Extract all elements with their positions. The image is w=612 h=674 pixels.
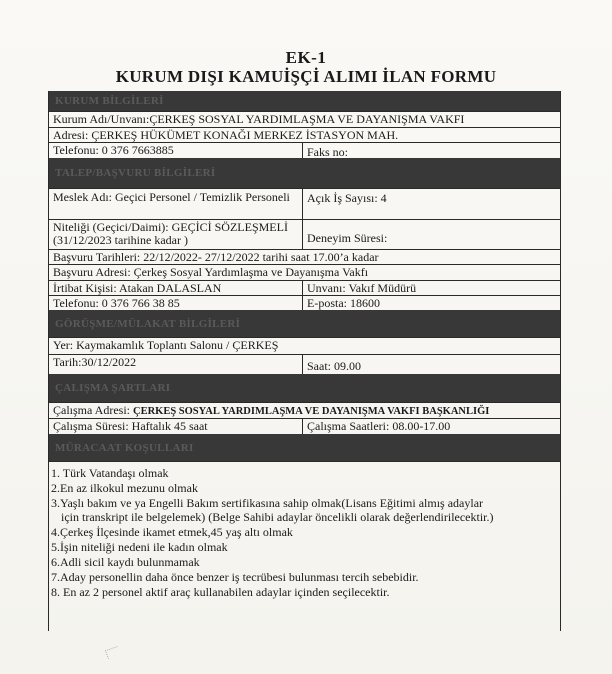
list-item: 6.Adli sicil kaydı bulunmamak: [51, 555, 200, 569]
gorusme-tarih: Tarih:30/12/2022: [49, 355, 303, 374]
kurum-fax: Faks no:: [307, 145, 349, 159]
basvuru-tarih-row: [49, 249, 560, 264]
calisma-adres-label: Çalışma Adresi:: [53, 403, 133, 417]
list-item: 7.Aday personellin daha önce benzer iş tecrübesi bulunması tercih sebebidir.: [51, 570, 419, 584]
section-talep-header: TALEP/BAŞVURU BİLGİLERİ: [49, 158, 560, 188]
list-item: 2.En az ilkokul mezunu olmak: [51, 481, 198, 495]
kurum-address-row: [49, 127, 560, 142]
kurum-address: Adresi: ÇERKEŞ HÜKÜMET KONAĞI MERKEZ İSTASYON MAH.: [53, 128, 399, 142]
list-item: 5.İşin niteliği nedeni ile kadın olmak: [51, 540, 228, 554]
list-item: 4.Çerkeş İlçesinde ikamet etmek,45 yaş altı olmak: [51, 525, 293, 539]
kurum-phone-row: [49, 142, 560, 158]
annex-label: EK-1: [285, 48, 327, 67]
irtibat-kisisi: İrtibat Kişisi: Atakan DALASLAN: [49, 281, 303, 295]
kurum-name: Kurum Adı/Unvanı:ÇERKEŞ SOSYAL YARDIMLAŞMA VE DAYANIŞMA VAKFI: [53, 112, 465, 126]
list-item: 1. Türk Vatandaşı olmak: [51, 466, 169, 480]
section-muracaat-header: MÜRACAAT KOŞULLARI: [49, 434, 560, 461]
list-item: 3.Yaşlı bakım ve ya Engelli Bakım sertifikasına sahip olmak(Lisans Eğitimi almış adaylar: [51, 496, 484, 510]
basvuru-tarihleri: Başvuru Tarihleri: 22/12/2022- 27/12/2022 tarihi saat 17.00’a kadar: [53, 250, 379, 264]
calisma-adres-value: ÇERKEŞ SOSYAL YARDIMLAŞMA VE DAYANIŞMA VAKFI BAŞKANLIĞI: [133, 406, 490, 417]
calisma-suresi: Çalışma Süresi: Haftalık 45 saat: [49, 419, 303, 434]
nitelik-row: [49, 219, 560, 249]
announcement-form: [48, 91, 561, 631]
gorusme-yer-row: [49, 337, 560, 354]
calisma-saatleri: Çalışma Saatleri: 08.00-17.00: [307, 419, 451, 433]
kurum-phone: Telefonu: 0 376 7663885: [49, 143, 303, 158]
calisma-adresi: [49, 403, 560, 418]
basvuru-adresi: Başvuru Adresi: Çerkeş Sosyal Yardımlaşma ve Dayanışma Vakfı: [53, 265, 369, 279]
calisma-sure-row: [49, 418, 560, 434]
section-kurum-header: KURUM BİLGİLERİ: [49, 91, 560, 111]
list-item: için transkript ile belgelemek) (Belge Sahibi adaylar öncelikli olarak değerlendirilecektir.): [61, 510, 494, 524]
unvan: Unvanı: Vakıf Müdürü: [307, 281, 417, 295]
basvuru-adres-row: [49, 264, 560, 280]
niteligi: Niteliği (Geçici/Daimi): GEÇİCİ SÖZLEŞMELİ (31/12/2023 tarihine kadar ): [49, 220, 303, 249]
meslek: Meslek Adı: Geçici Personel / Temizlik Personeli: [49, 189, 303, 219]
deneyim-suresi: Deneyim Süresi:: [307, 231, 388, 245]
telefon-row: [49, 295, 560, 310]
meslek-row: [49, 188, 560, 219]
gorusme-tarih-row: [49, 354, 560, 374]
gorusme-saat: Saat: 09.00: [307, 359, 361, 373]
eposta: E-posta: 18600: [307, 296, 380, 310]
section-gorusme-header: GÖRÜŞME/MÜLAKAT BİLGİLERİ: [49, 310, 560, 337]
irtibat-telefon: Telefonu: 0 376 766 38 85: [49, 296, 303, 310]
muracaat-list: [49, 461, 560, 631]
form-title: KURUM DIŞI KAMUİŞÇİ ALIMI İLAN FORMU: [115, 67, 497, 86]
kurum-name-row: [49, 111, 560, 127]
list-item: 8. En az 2 personel aktif araç kullanabilen adaylar içinden seçilecektir.: [51, 585, 390, 599]
irtibat-row: [49, 280, 560, 295]
section-calisma-header: ÇALIŞMA ŞARTLARI: [49, 374, 560, 402]
gorusme-yer: Yer: Kaymakamlık Toplantı Salonu / ÇERKEŞ: [53, 338, 279, 352]
acik-is-sayisi: Açık İş Sayısı: 4: [307, 191, 387, 205]
calisma-adres-row: [49, 402, 560, 418]
